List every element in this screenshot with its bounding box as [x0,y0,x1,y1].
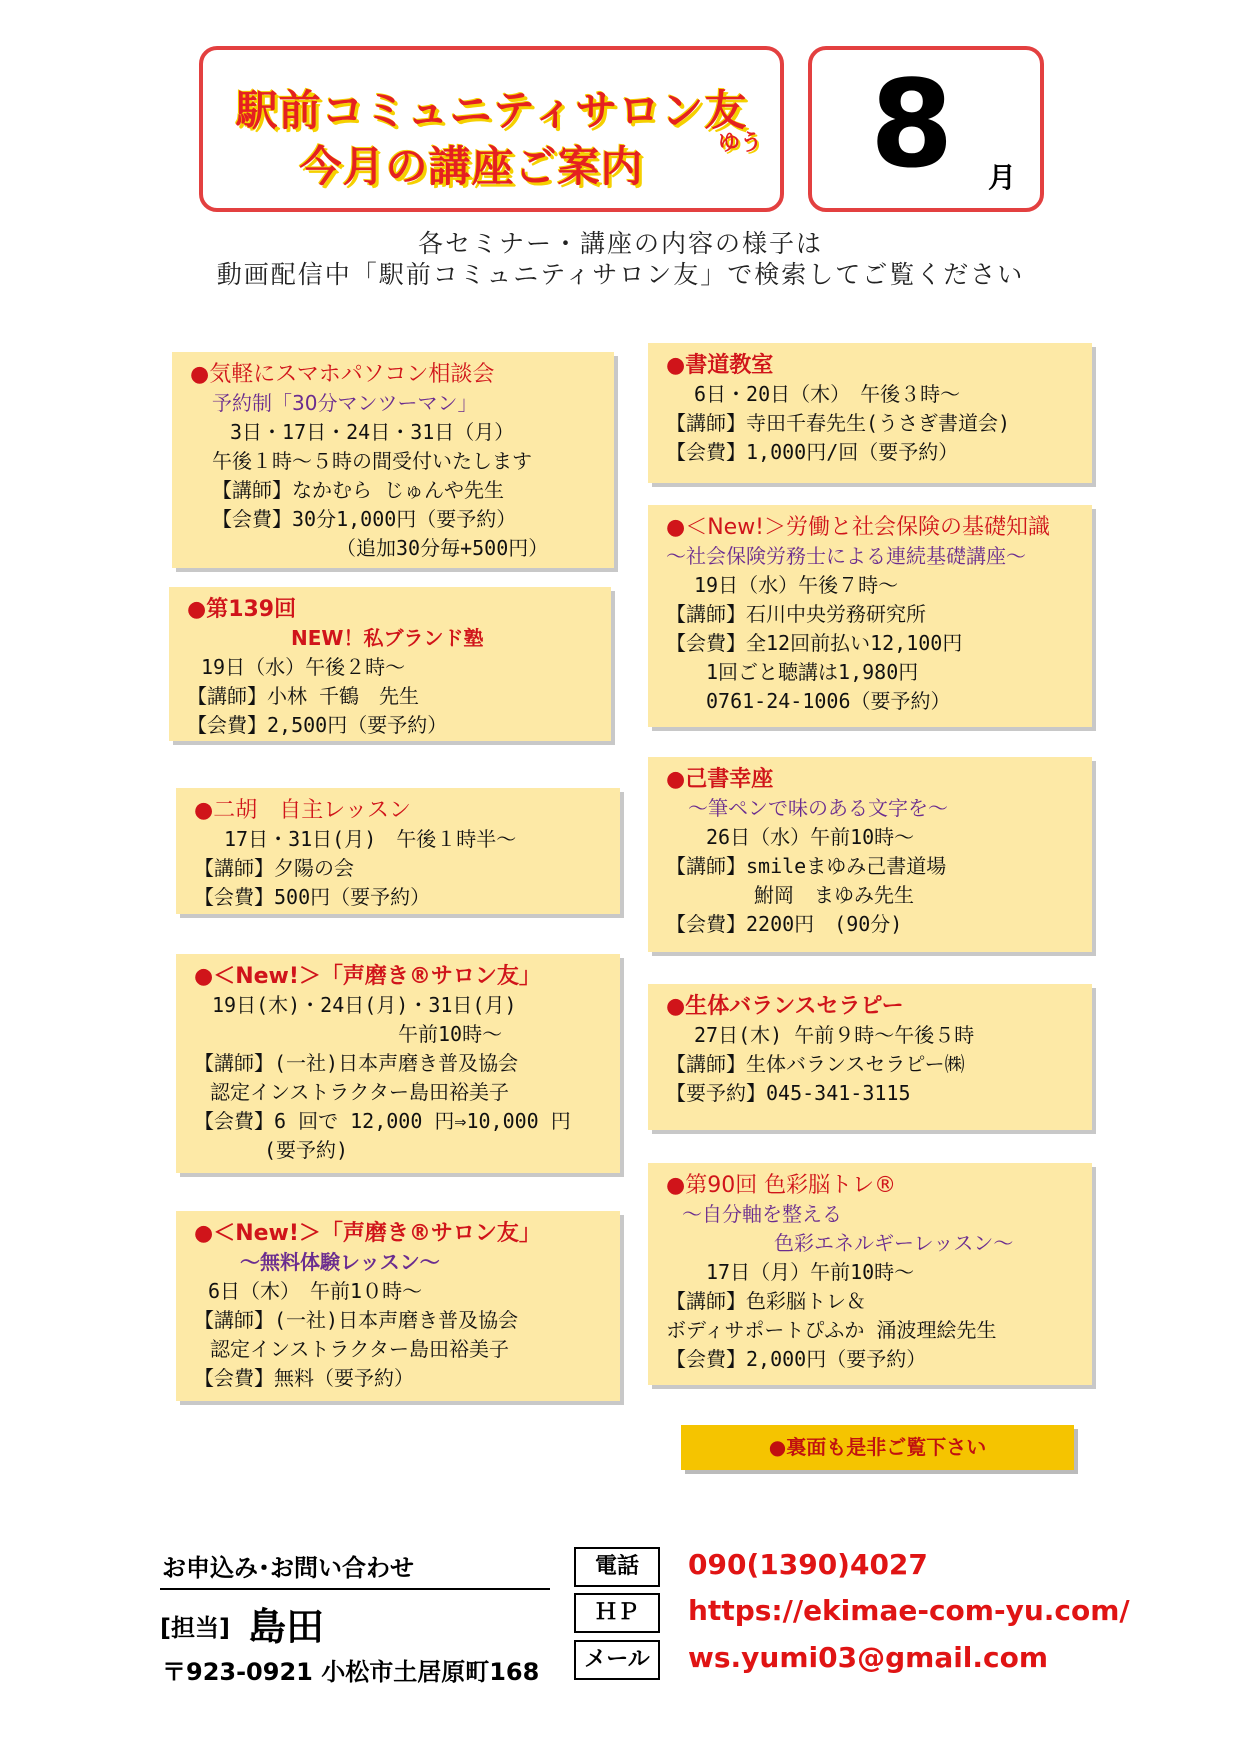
event-teacher: 【講師】夕陽の会 [194,856,354,880]
event-time: 午前10時～ [398,1022,503,1046]
event-teacher: 【講師】寺田千春先生(うさぎ書道会) [666,411,1011,435]
event-date: 19日（水）午後２時～ [201,655,406,679]
notice-line-2: 動画配信中「駅前コミュニティサロン友」で検索してご覧ください [216,260,1025,289]
contact-person-name: 島田 [248,1605,325,1649]
event-subtitle: NEW！私ブランド塾 [291,626,484,650]
event-seitai [648,984,1092,1130]
event-date: 19日（水）午後７時～ [694,573,899,597]
month-frame [808,46,1044,212]
event-fee: 【会費】2,000円（要予約） [666,1347,927,1371]
event-title: ●書道教室 [666,353,774,378]
event-date: 26日（水）午前10時～ [706,825,915,849]
event-title: ●＜New!＞「声磨き®サロン友」 [194,1221,541,1246]
event-fee: 【会費】2200円 (90分) [666,912,903,936]
event-teacher: 【講師】(一社)日本声磨き普及協会 [194,1308,519,1332]
website-link[interactable]: https://ekimae-com-yu.com/ [688,1594,1130,1627]
event-fee-note: 1回ごと聴講は1,980円 [706,660,919,684]
event-title: ●気軽にスマホパソコン相談会 [190,362,495,387]
event-date: 6日（木） 午前1０時～ [208,1279,423,1303]
event-teacher-detail: 認定インストラクター島田裕美子 [210,1337,509,1361]
event-title: ●二胡 自主レッスン [194,798,411,823]
mail-label: メール [574,1640,660,1680]
month-number: 8 [870,56,954,195]
event-title: ●生体バランスセラピー [666,994,904,1019]
event-teacher-detail: 認定インストラクター島田裕美子 [210,1080,509,1104]
event-teacher-detail: 鮒岡 まゆみ先生 [754,883,914,907]
event-fee: 【会費】500円（要予約） [194,885,431,909]
event-title: ●＜New!＞「声磨き®サロン友」 [194,964,541,989]
hp-label: ＨＰ [574,1593,660,1633]
email-link[interactable]: ws.yumi03@gmail.com [688,1641,1049,1674]
event-teacher: 【講師】生体バランスセラピー㈱ [666,1052,965,1076]
event-title: ●己書幸座 [666,767,774,792]
event-subtitle: 予約制「30分マンツーマン」 [212,391,478,415]
title-ruby: ゆう [717,131,762,156]
event-date: 3日・17日・24日・31日（月） [230,420,515,444]
contact-address: 〒923-0921 小松市土居原町168 [162,1658,540,1686]
event-shikisai [648,1163,1092,1385]
event-teacher: 【講師】(一社)日本声磨き普及協会 [194,1051,519,1075]
event-subtitle: ～無料体験レッスン～ [240,1250,440,1274]
event-brand [169,587,611,741]
event-fee: 【会費】全12回前払い12,100円 [666,631,963,655]
event-subtitle: ～社会保険労務士による連続基礎講座～ [666,544,1026,568]
event-reserve: 【要予約】045-341-3115 [666,1081,911,1105]
event-subtitle-2: 色彩エネルギーレッスン～ [774,1231,1014,1255]
event-teacher: 【講師】なかむら じゅんや先生 [212,478,505,502]
phone-number[interactable]: 090(1390)4027 [688,1548,928,1581]
salon-title: 駅前コミュニティサロン友 [235,86,748,135]
event-fee: 【会費】2,500円（要予約） [187,713,448,737]
event-roudou [648,505,1092,727]
event-time: 午後１時～５時の間受付いたします [212,449,532,473]
event-teacher: 【講師】smileまゆみ己書道場 [666,854,947,878]
event-kosho [648,757,1092,952]
event-fee: 【会費】6 回で 12,000 円⇒10,000 円 [194,1109,571,1133]
event-phone: 0761-24-1006（要予約） [706,689,951,713]
month-unit: 月 [988,161,1017,194]
event-shodo [648,343,1092,483]
phone-label: 電話 [574,1547,660,1587]
event-date: 27日(木) 午前９時～午後５時 [694,1023,975,1047]
event-title: ●＜New!＞労働と社会保険の基礎知識 [666,515,1051,540]
contact-divider [160,1588,550,1590]
event-title: ●第90回 色彩脳トレ® [666,1173,897,1198]
event-date: 17日（月）午前10時～ [706,1260,915,1284]
event-koemigaki-2 [176,1211,620,1401]
event-teacher: 【講師】小林 千鶴 先生 [187,684,420,708]
event-sumaho [172,352,614,568]
event-teacher-detail: ボディサポートぴふか 涌波理絵先生 [666,1318,997,1342]
monthly-guide-title: 今月の講座ご案内 [299,142,644,191]
event-fee: 【会費】無料（要予約） [194,1366,414,1390]
event-title: ●第139回 [187,597,297,622]
event-subtitle: ～自分軸を整える [682,1202,842,1226]
event-date: 19日(木)・24日(月)・31日(月) [212,993,517,1017]
event-koemigaki-1 [176,954,620,1173]
contact-person-label: [担当] [160,1614,230,1642]
event-date: 17日・31日(月) 午後１時半～ [224,827,517,851]
event-fee: 【会費】30分1,000円（要予約） [212,507,517,531]
event-fee-extra: （追加30分毎+500円） [336,536,549,560]
see-back-banner: ●裏面も是非ご覧下さい [681,1425,1074,1470]
event-fee-note: (要予約) [264,1138,349,1162]
title-frame [199,46,784,212]
event-teacher: 【講師】石川中央労務研究所 [666,602,926,626]
event-date: 6日・20日（木） 午後３時～ [694,382,961,406]
event-fee: 【会費】1,000円/回（要予約） [666,440,959,464]
event-niko [176,788,620,914]
contact-heading: お申込み･お問い合わせ [162,1554,414,1582]
event-teacher: 【講師】色彩脳トレ＆ [666,1289,866,1313]
notice-line-1: 各セミナー・講座の内容の様子は [417,229,823,258]
event-subtitle: ～筆ペンで味のある文字を～ [688,796,948,820]
